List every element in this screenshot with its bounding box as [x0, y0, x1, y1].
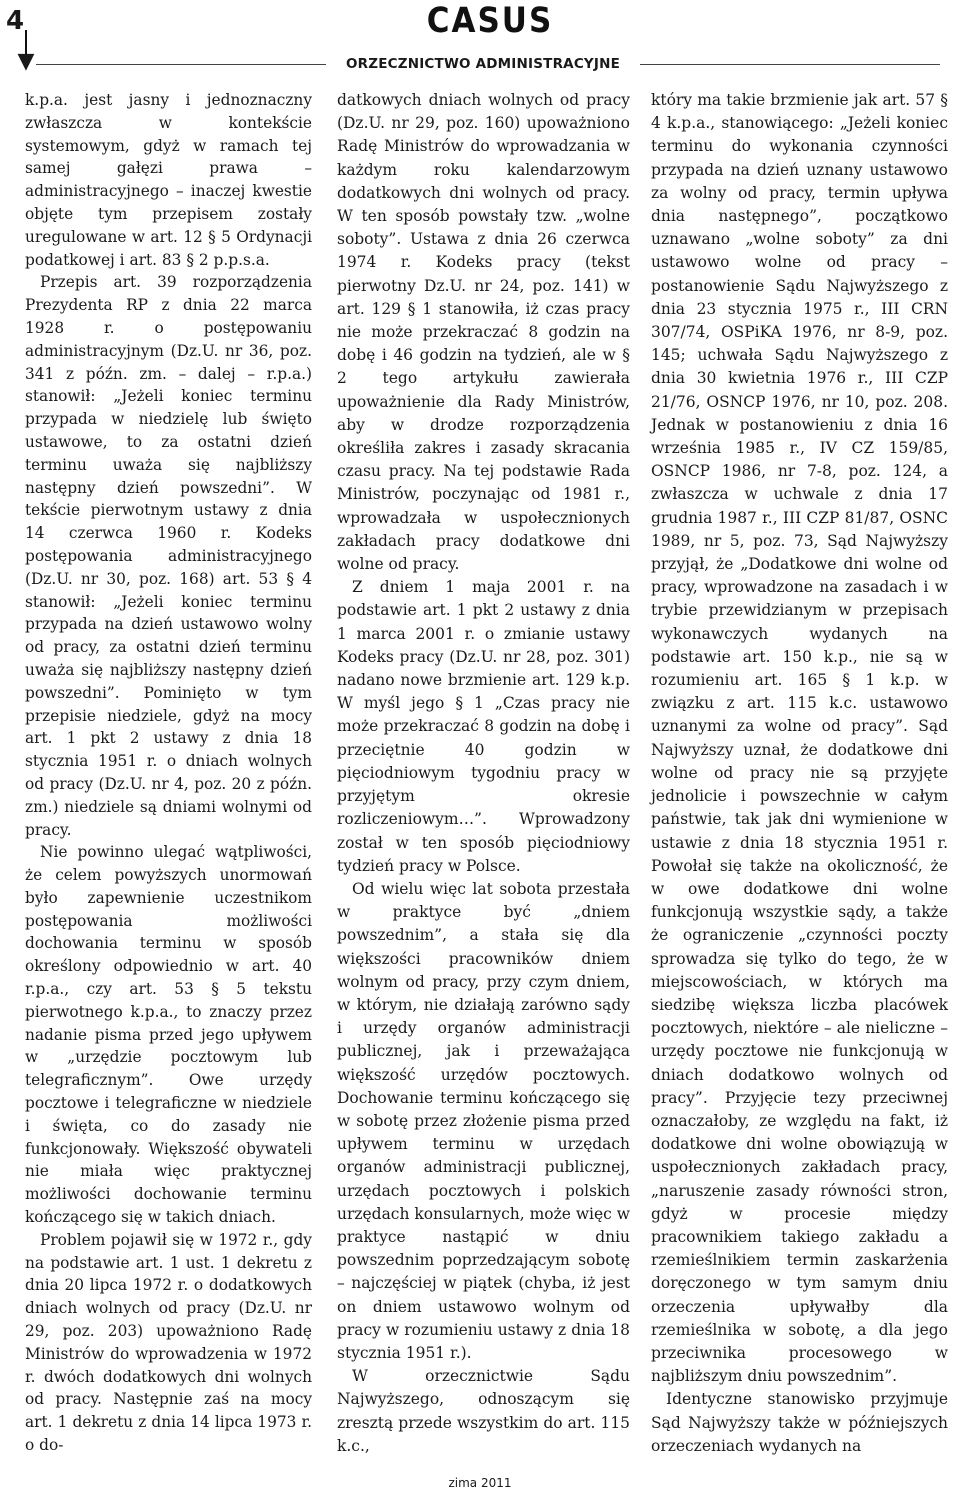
- paragraph: Problem pojawił się w 1972 r., gdy na podstawie art. 1 ust. 1 dekretu z dnia 20 lipca 1972 r. o dodatkowych dniach wolnych od pracy (Dz.U. nr 29, poz. 203) upoważniono Radę Ministrów do wprowadzenia w 1972 r. dwóch dodatkowych dni wolnych od pracy. Następnie zaś na mocy art. 1 dekretu z dnia 14 lipca 1973 r. o do-: [25, 1230, 312, 1455]
- paragraph: Nie powinno ulegać wątpliwości, że celem powyższych unormowań było zapewnienie uczestnikom postępowania możliwości dochowania terminu w sposób określony odpowiednio w art. 40 r.p.a., czy art. 53 § 5 tekstu pierwotnego k.p.a., to znaczy przez nadanie pisma przed jego upływem w „urzędzie pocztowym lub telegraficznym”. Owe urzędy pocztowe i telegraficzne w niedziele i święta, co do zasady nie funkcjonowały. Większość obywateli nie miała więc praktycznej możliwości dochowanie terminu kończącego się w takich dniach.: [25, 843, 312, 1227]
- section-title: ORZECZNICTWO ADMINISTRACYJNE: [345, 56, 621, 72]
- paragraph: datkowych dniach wolnych od pracy (Dz.U. nr 29, poz. 160) upoważniono Radę Ministrów do wprowadzania w każdym roku kalendarzowym dodatkowych dni wolnych od pracy. W ten sposób powstały tzw. „wolne soboty”. Ustawa z dnia 26 czerwca 1974 r. Kodeks pracy (tekst pierwotny Dz.U. nr 24, poz. 141) w art. 129 § 1 stanowiła, iż czas pracy nie może przekraczać 8 godzin na dobę i 46 godzin na tydzień, ale w § 2 tego artykułu zawierała upoważnienie dla Rady Ministrów, aby w drodze rozporządzenia określiła zakres i zasady skracania czasu pracy. Na tej podstawie Rada Ministrów, poczynając od 1981 r., wprowadzała w uspołecznionych zakładach pracy dodatkowe dni wolne od pracy.: [337, 91, 630, 574]
- paragraph: który ma takie brzmienie jak art. 57 § 4 k.p.a., stanowiącego: „Jeżeli koniec terminu do wykonania czynności przypada na dzień uznany ustawowo za wolny od pracy, termin upływa dnia następnego”, początkowo uznawano „wolne soboty” za dni ustawowo wolne od pracy – postanowienie Sądu Najwyższego z dnia 23 stycznia 1975 r., III CRN 307/74, OSPiKA 1976, nr 8-9, poz. 145; uchwała Sądu Najwyższego z dnia 30 kwietnia 1976 r., III CZP 21/76, OSNCP 1976, nr 10, poz. 208. Jednak w postanowieniu z dnia 16 września 1985 r., IV CZ 159/85, OSNCP 1986, nr 7-8, poz. 124, a zwłaszcza w uchwale z dnia 17 grudnia 1987 r., III CZP 81/87, OSNC 1989, nr 5, poz. 73, Sąd Najwyższy przyjął, że „Dodatkowe dni wolne od pracy, wprowadzone na zasadach i w trybie przewidzianym w przepisach wykonawczych wydanych na podstawie art. 150 k.p., nie są w rozumieniu art. 165 § 1 k.p. w związku z art. 115 k.c. ustawowo uznanymi za wolne od pracy”. Sąd Najwyższy uznał, że dodatkowe dni wolne od pracy nie są przyjęte jednolicie i powszechnie w całym państwie, tak jak dni wymienione w ustawie z dnia 18 stycznia 1951 r. Powołał się także na okoliczność, że w owe dodatkowe dni wolne funkcjonują wszystkie sądy, a także że ograniczenie „czynności poczty sprowadza się tylko do tego, że w miejscowościach, w których ma siedzibę większa liczba placówek pocztowych, niektóre – ale nieliczne – urzędy pocztowe nie funkcjonują w dniach dodatkowo wolnych od pracy”. Przyjęcie tezy przeciwnej oznaczałoby, ze względu na fakt, iż dodatkowe dni wolne obowiązują w uspołecznionych zakładach pracy, „naruszenie zasady równości stron, gdyż w procesie między pracownikiem takiego zakładu a rzemieślnikiem termin zaskarżenia doręczonego w tym samym dniu orzeczenia upływałby dla rzemieślnika w sobotę, a dla jego przeciwnika procesowego w najbliższym dniu powszednim”.: [651, 91, 948, 1386]
- magazine-logo: CASUS: [426, 0, 554, 42]
- text-column-1: [25, 89, 312, 1457]
- paragraph: Przepis art. 39 rozporządzenia Prezydenta RP z dnia 22 marca 1928 r. o postępowaniu administracyjnym (Dz.U. nr 36, poz. 341 z późn. zm. – dalej – r.p.a.) stanowił: „Jeżeli koniec terminu przypada w niedzielę lub święto ustawowe, to za ostatni dzień terminu uważa się najbliższy następny dzień powszedni”. W tekście pierwotnym ustawy z dnia 14 czerwca 1960 r. Kodeks postępowania administracyjnego (Dz.U. nr 30, poz. 168) art. 53 § 4 stanowił: „Jeżeli koniec terminu przypada na dzień ustawowo wolny od pracy, za ostatni dzień terminu uważa się najbliższy następny dzień powszedni”. Pominięto w tym przepisie niedziele, gdyż na mocy art. 1 pkt 2 ustawy z dnia 18 stycznia 1951 r. o dniach wolnych od pracy (Dz.U. nr 4, poz. 20 z późn. zm.) niedziele są dniami wolnymi od pracy.: [25, 273, 312, 839]
- arrow-down-icon: ▼: [17, 49, 35, 74]
- paragraph: Identyczne stanowisko przyjmuje Sąd Najwyższy także w późniejszych orzeczeniach wydanych na: [651, 1390, 948, 1455]
- paragraph: W orzecznictwie Sądu Najwyższego, odnoszącym się zresztą przede wszystkim do art. 115 k.c.,: [337, 1367, 630, 1455]
- section-rule-right: [640, 64, 940, 65]
- page-number: 4: [6, 6, 25, 36]
- text-column-3: [651, 89, 948, 1458]
- paragraph: k.p.a. jest jasny i jednoznaczny zwłaszcza w kontekście systemowym, gdyż w ramach tej samej gałęzi prawa – administracyjnego – inaczej kwestie objęte tym przepisem zostały uregulowane w art. 12 § 5 Ordynacji podatkowej i art. 83 § 2 p.p.s.a.: [25, 91, 312, 269]
- paragraph: Od wielu więc lat sobota przestała w praktyce być „dniem powszednim”, a stała się dla większości pracowników dniem wolnym od pracy, przy czym dniem, w którym, nie działają zarówno sądy i urzędy organów administracji publicznej, jak i przeważająca większość urzędów pocztowych. Dochowanie terminu kończącego się w sobotę przez złożenie pisma przed upływem terminu w urzędach organów administracji publicznej, urzędach pocztowych i polskich urzędach konsularnych, może więc w praktyce nastąpić w dniu powszednim poprzedzającym sobotę – najczęściej w piątek (chyba, iż jest on dniem ustawowo wolnym od pracy w rozumieniu ustawy z dnia 18 stycznia 1951 r.).: [337, 879, 630, 1362]
- issue-footer: zima 2011: [448, 1476, 512, 1490]
- paragraph: Z dniem 1 maja 2001 r. na podstawie art. 1 pkt 2 ustawy z dnia 1 marca 2001 r. o zmianie ustawy Kodeks pracy (Dz.U. nr 28, poz. 301) nadano nowe brzmienie art. 129 k.p. W myśl jego § 1 „Czas pracy nie może przekraczać 8 godzin na dobę i przeciętnie 40 godzin w pięciodniowym tygodniu pracy w przyjętym okresie rozliczeniowym…”. Wprowadzony został w ten sposób pięciodniowy tydzień pracy w Polsce.: [337, 578, 630, 875]
- section-rule-left: [36, 64, 326, 65]
- text-column-2: [337, 89, 630, 1458]
